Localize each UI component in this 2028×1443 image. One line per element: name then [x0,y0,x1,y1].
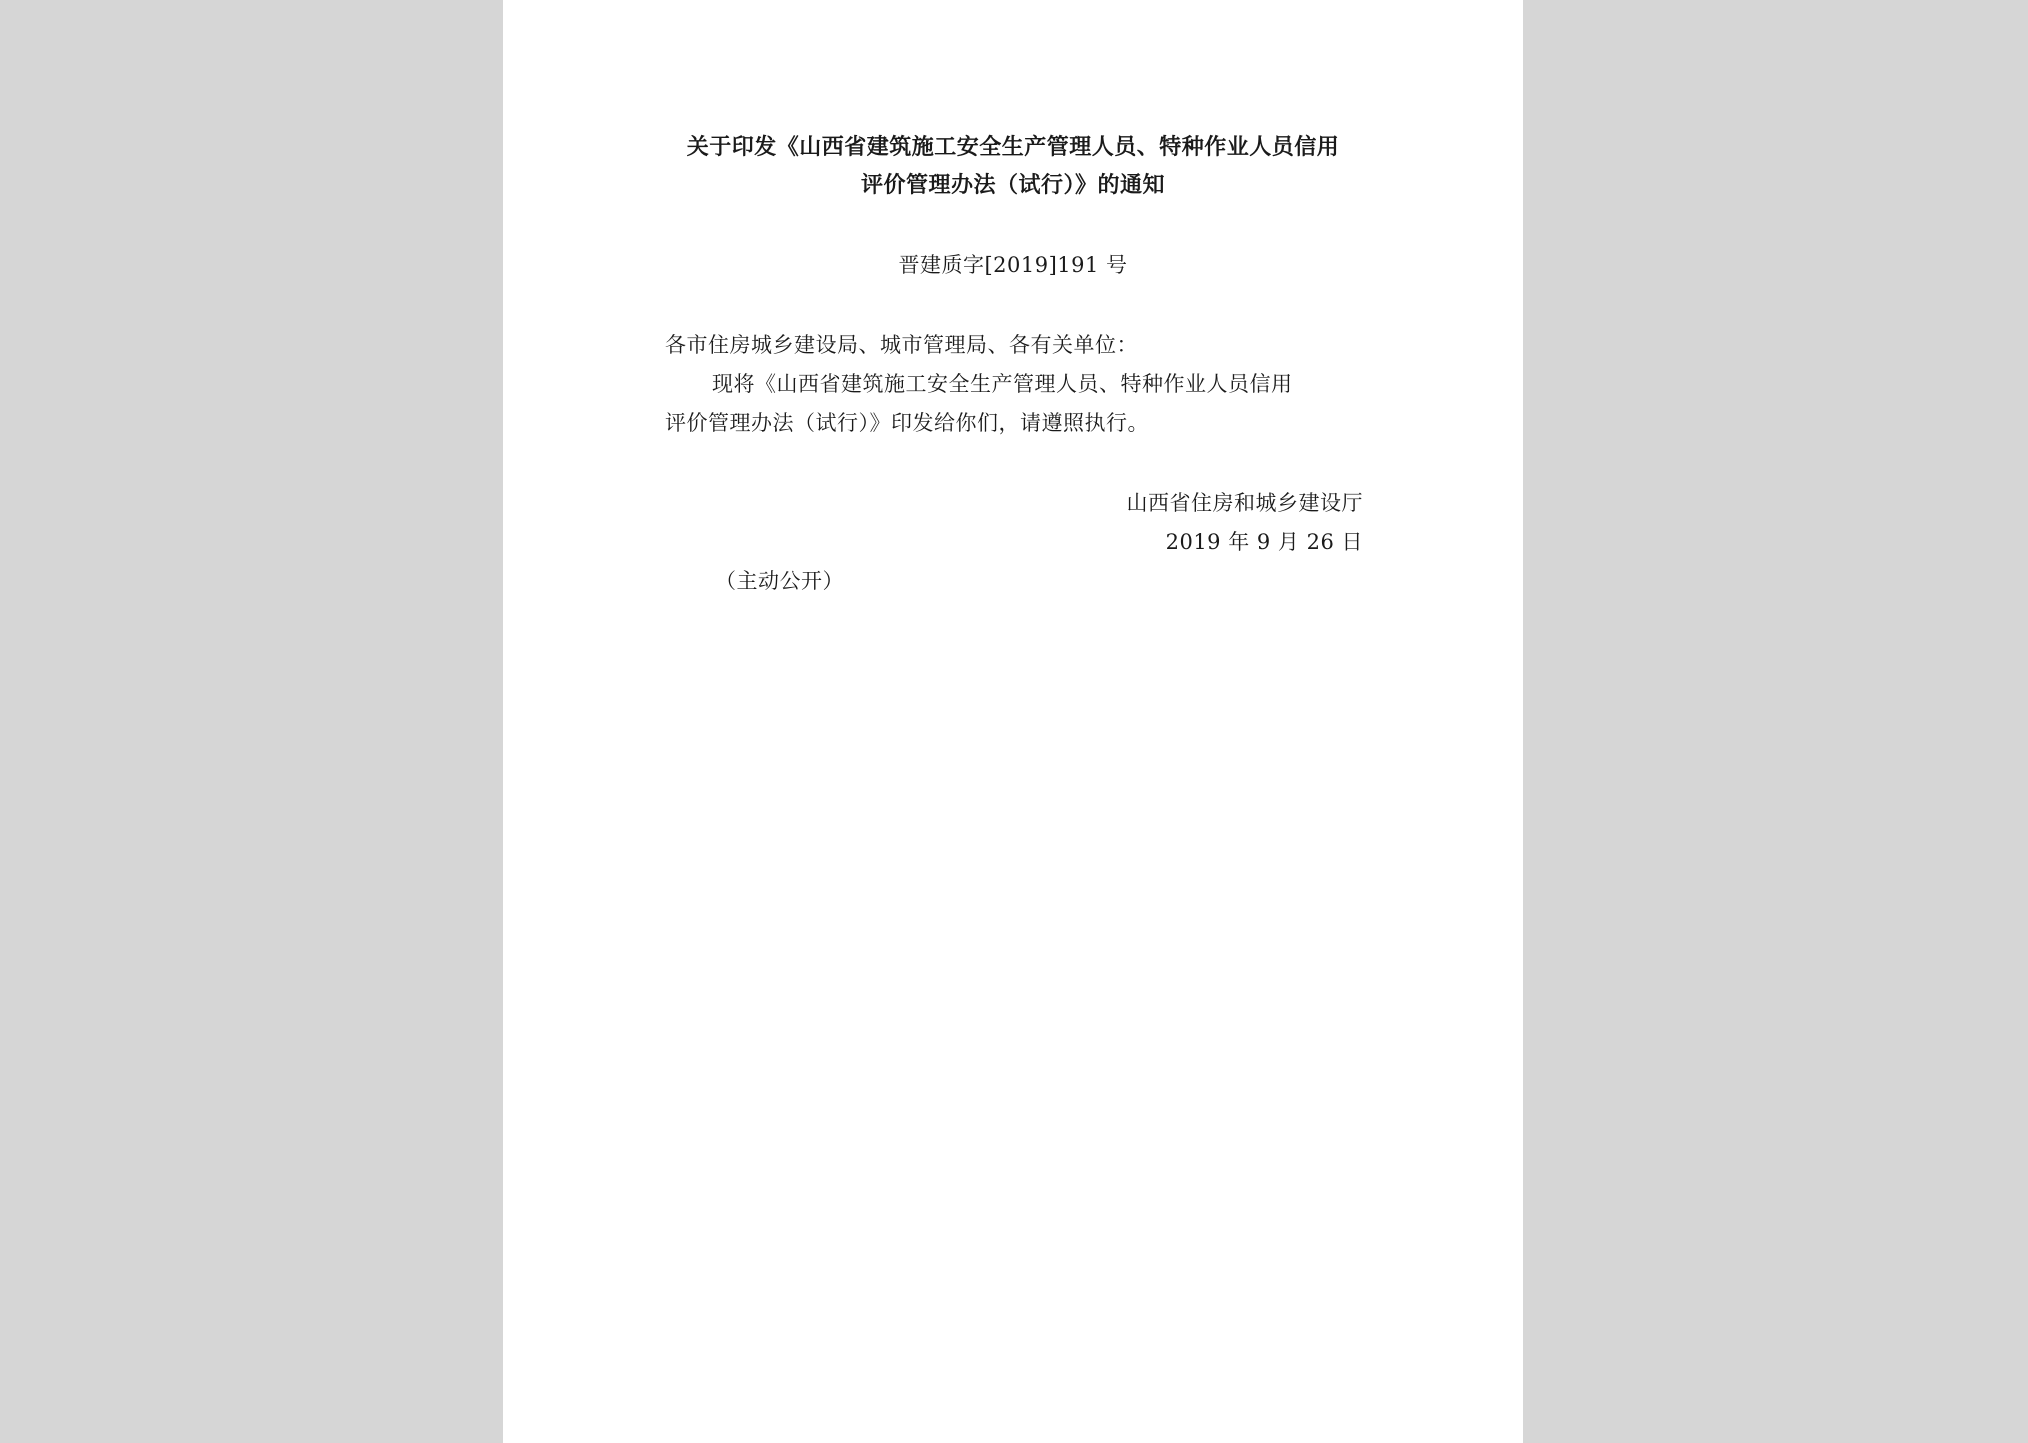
document-number: 晋建质字[2019]191 号 [898,253,1128,277]
disclosure-note: （主动公开） [715,569,844,593]
document-title-line-2: 评价管理办法（试行）》的通知 [860,172,1165,198]
issuer: 山西省住房和城乡建设厅 [1126,491,1363,515]
issue-date: 2019 年 9 月 26 日 [1165,530,1363,554]
body-line-2: 评价管理办法（试行）》印发给你们，请遵照执行。 [665,411,1149,435]
document-title-line-1: 关于印发《山西省建筑施工安全生产管理人员、特种作业人员信用 [686,134,1340,160]
body-line-1: 现将《山西省建筑施工安全生产管理人员、特种作业人员信用 [712,372,1293,396]
document-page [503,0,1523,1443]
salutation: 各市住房城乡建设局、城市管理局、各有关单位： [665,333,1138,357]
